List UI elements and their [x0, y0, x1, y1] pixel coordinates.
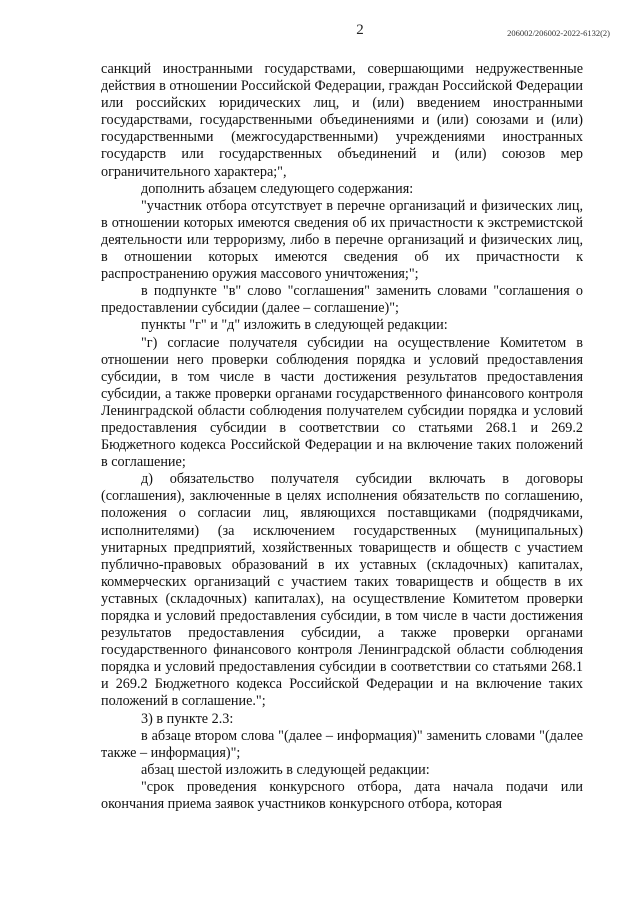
document-id: 206002/206002-2022-6132(2): [507, 28, 610, 38]
paragraph: "срок проведения конкурсного отбора, дата начала подачи или окончания приема заявок участников конкурсного отбора, которая: [101, 778, 583, 813]
paragraph: санкций иностранными государствами, совершающими недружественные действия в отношении Российской Федерации, граждан Российской Федерации или российских юридических лиц, и (или) введением иностранными государствами, государственными объединениями и (или) союзами и (или) государственными (межгосударственными) учреждениями иностранных государств или государственных объединений и (или) союзов мер ограничительного характера;",: [101, 61, 583, 180]
paragraph: в подпункте "в" слово "соглашения" заменить словами "соглашения о предоставлении субсидии (далее – соглашение)";: [101, 283, 583, 317]
document-body: [101, 61, 583, 813]
paragraph: абзац шестой изложить в следующей редакции:: [141, 761, 430, 778]
paragraph: д) обязательство получателя субсидии включать в договоры (соглашения), заключенные в целях исполнения обязательств по соглашению, положения о согласии лиц, являющихся поставщиками (подрядчиками, исполнителями) (за исключением государственных (муниципальных) унитарных предприятий, хозяйственных товариществ и обществ с участием публично-правовых образований в их уставных (складочных) капиталах, коммерческих организаций с участием таких товариществ и обществ в их уставных (складочных) капиталах), на осуществление Комитетом проверки порядка и условий предоставления субсидии, в том числе в части достижения результатов предоставления субсидии, а также проверки органами государственного финансового контроля Ленинградской области соблюдения порядка и условий предоставления субсидии в соответствии со статьями 268.1 и 269.2 Бюджетного кодекса Российской Федерации и на включение таких положений в соглашение.";: [101, 471, 583, 710]
paragraph: пункты "г" и "д" изложить в следующей редакции:: [141, 317, 448, 334]
paragraph: "г) согласие получателя субсидии на осуществление Комитетом в отношении него проверки соблюдения порядка и условий предоставления субсидии, в том числе в части достижения результатов предоставления субсидии, а также проверки органами государственного финансового контроля Ленинградской области соблюдения получателем субсидии порядка и условий предоставления субсидии в соответствии со статьями 268.1 и 269.2 Бюджетного кодекса Российской Федерации и на включение таких положений в соглашение;: [101, 334, 583, 471]
page-number: 2: [356, 22, 364, 38]
paragraph: в абзаце втором слова "(далее – информация)" заменить словами "(далее также – информация)";: [101, 727, 583, 761]
paragraph: 3) в пункте 2.3:: [141, 710, 234, 727]
paragraph: дополнить абзацем следующего содержания:: [141, 180, 414, 197]
paragraph: "участник отбора отсутствует в перечне организаций и физических лиц, в отношении которых имеются сведения об их причастности к экстремистской деятельности или терроризму, либо в перечне организаций и физических лиц, в отношении которых имеются сведения об их причастности к распространению оружия массового уничтожения;";: [101, 197, 583, 283]
